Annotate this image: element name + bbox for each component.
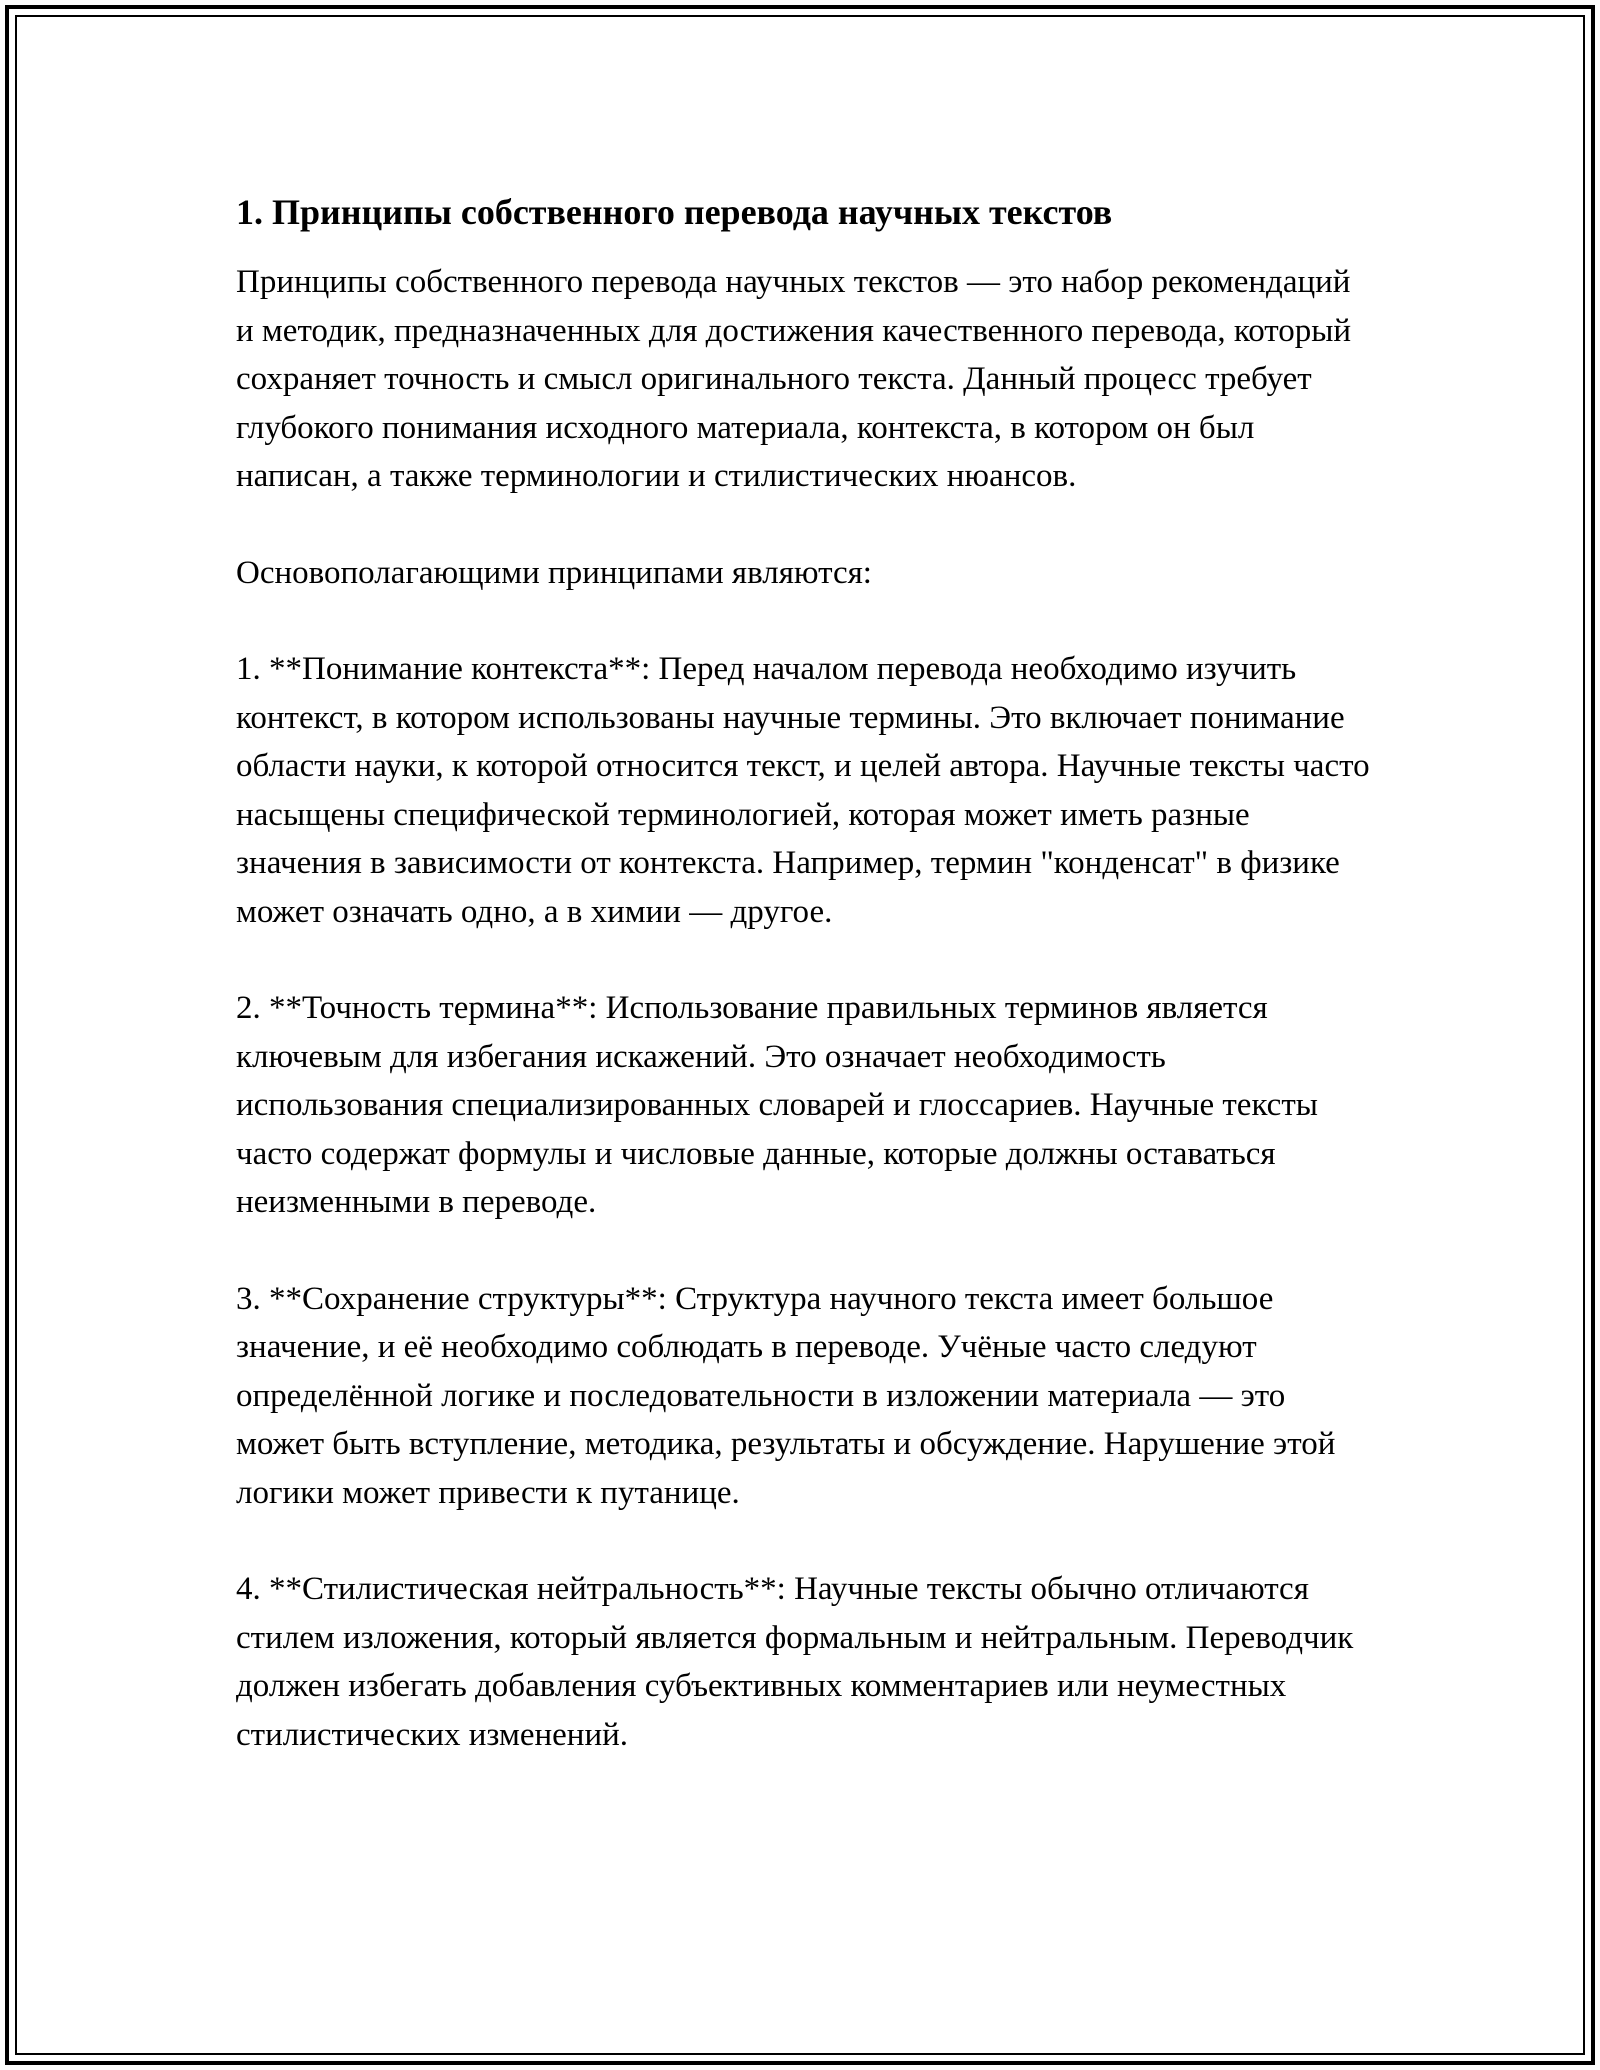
intro-paragraph: Принципы собственного перевода научных текстов — это набор рекомендаций и методик, предназначенных для достижения качественного перевода, который сохраняет точность и смысл оригинального текста. Данный процесс требует глубокого понимания исходного материала, контекста, в котором он был написан, а также терминологии и стилистических нюансов. [236, 264, 1352, 494]
principle-structure-paragraph: 3. **Сохранение структуры**: Структура научного текста имеет большое значение, и её необходимо соблюдать в переводе. Учёные часто следуют определённой логике и последовательности в изложении материала — это может быть вступление, методика, результаты и обсуждение. Нарушение этой логики может привести к путанице. [236, 1280, 1336, 1511]
principle-style-paragraph: 4. **Стилистическая нейтральность**: Научные тексты обычно отличаются стилем изложения, который является формальным и нейтральным. Переводчик должен избегать добавления субъективных комментариев или неуместных стилистических изменений. [236, 1571, 1354, 1753]
principle-term-accuracy-paragraph: 2. **Точность термина**: Использование правильных терминов является ключевым для избегания искажений. Это означает необходимость использования специализированных словарей и глоссариев. Научные тексты часто содержат формулы и числовые данные, которые должны оставаться неизменными в переводе. [236, 990, 1318, 1220]
document-body [236, 188, 1376, 1807]
principles-lead-paragraph: Основополагающими принципами являются: [236, 554, 872, 591]
principle-context-paragraph: 1. **Понимание контекста**: Перед началом перевода необходимо изучить контекст, в котором использованы научные термины. Это включает понимание области науки, к которой относится текст, и целей автора. Научные тексты часто насыщены специфической терминологией, которая может иметь разные значения в зависимости от контекста. Например, термин "конденсат" в физике может означать одно, а в химии — другое. [236, 651, 1370, 930]
section-heading: 1. Принципы собственного перевода научных текстов [236, 192, 1113, 232]
